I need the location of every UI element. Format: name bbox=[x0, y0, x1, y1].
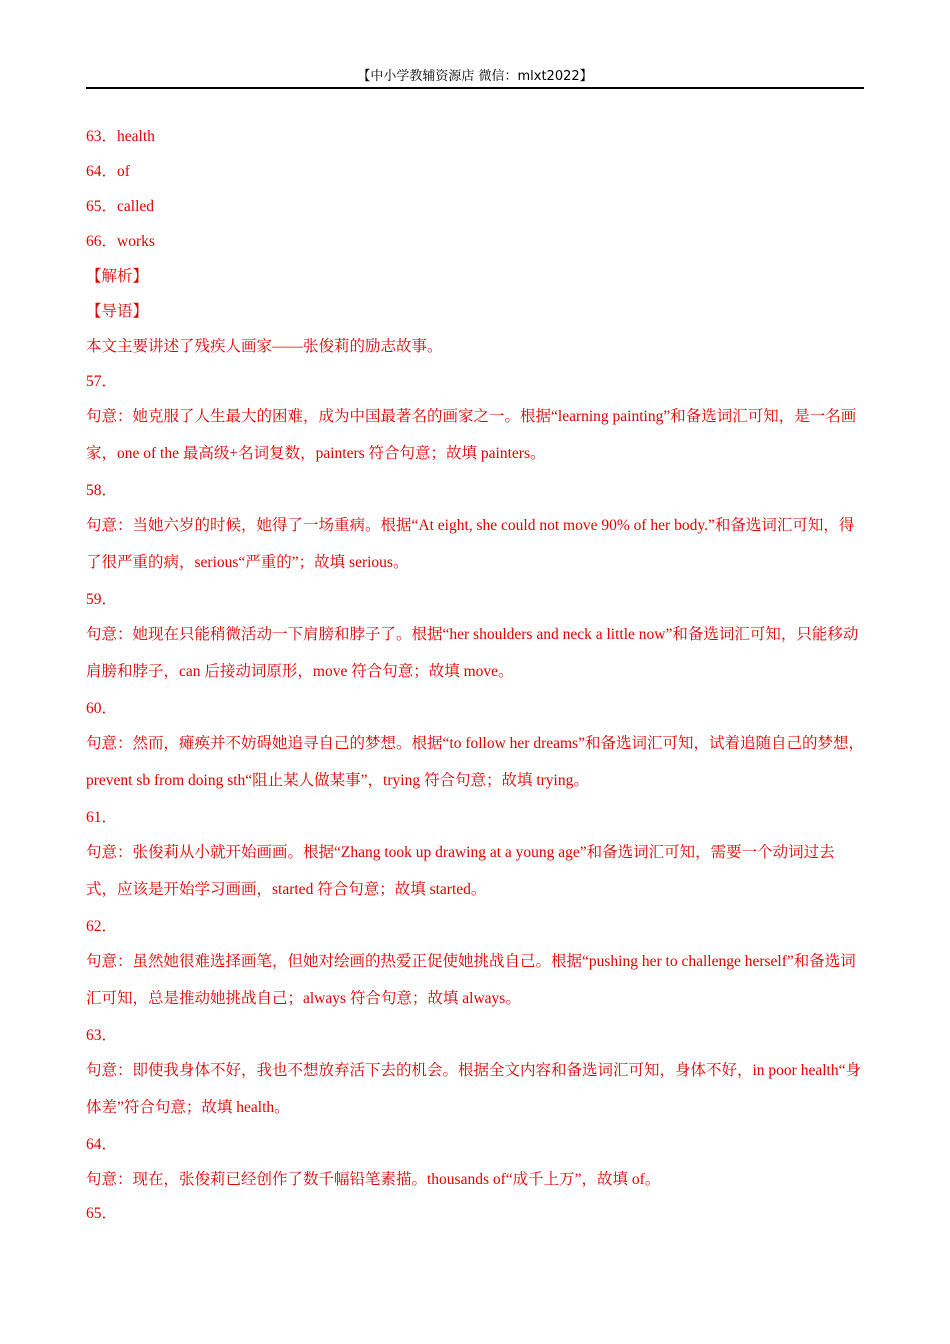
item-explanation: 句意：即使我身体不好，我也不想放弃活下去的机会。根据全文内容和备选词汇可知，身体不好，in poor health“身体差”符合句意；故填 health。 bbox=[86, 1062, 861, 1116]
item-explanation: 句意：张俊莉从小就开始画画。根据“Zhang took up drawing at a young age”和备选词汇可知，需要一个动词过去式，应该是开始学习画画，started 符合句意；故填 started。 bbox=[86, 844, 835, 898]
analysis-label: 【解析】 bbox=[86, 268, 149, 285]
item-number: 62． bbox=[86, 918, 118, 935]
item-explanation: 句意：然而，瘫痪并不妨碍她追寻自己的梦想。根据“to follow her dreams”和备选词汇可知，试着追随自己的梦想，prevent sb from doing sth“阻止某人做某事”，trying 符合句意；故填 trying。 bbox=[86, 735, 864, 789]
answer-line: 65．called bbox=[86, 198, 155, 215]
header-divider bbox=[86, 87, 864, 89]
item-number: 57． bbox=[86, 373, 118, 390]
item-number: 58． bbox=[86, 482, 118, 499]
item-number: 59． bbox=[86, 591, 118, 608]
item-explanation: 句意：虽然她很难选择画笔，但她对绘画的热爱正促使她挑战自己。根据“pushing her to challenge herself”和备选词汇可知，总是推动她挑战自己；always 符合句意；故填 always。 bbox=[86, 953, 856, 1007]
item-number: 65． bbox=[86, 1205, 118, 1222]
item-explanation: 句意：她克服了人生最大的困难，成为中国最著名的画家之一。根据“learning painting”和备选词汇可知，是一名画家，one of the 最高级+名词复数，painters 符合句意；故填 painters。 bbox=[86, 408, 857, 462]
item-explanation: 句意：当她六岁的时候，她得了一场重病。根据“At eight, she could not move 90% of her body.”和备选词汇可知，得了很严重的病，serious“严重的”；故填 serious。 bbox=[86, 517, 855, 571]
page-header: 【中小学教辅资源店 微信：mlxt2022】 bbox=[357, 69, 593, 84]
item-explanation: 句意：她现在只能稍微活动一下肩膀和脖子了。根据“her shoulders and neck a little now”和备选词汇可知，只能移动肩膀和脖子，can 后接动词原形，move 符合句意；故填 move。 bbox=[86, 626, 859, 680]
item-number: 61． bbox=[86, 809, 118, 826]
item-number: 60． bbox=[86, 700, 118, 717]
intro-label: 【导语】 bbox=[86, 303, 149, 320]
item-number: 64． bbox=[86, 1136, 118, 1153]
answer-line: 66．works bbox=[86, 233, 155, 250]
document-body bbox=[86, 124, 864, 1236]
intro-text: 本文主要讲述了残疾人画家——张俊莉的励志故事。 bbox=[86, 338, 443, 355]
item-number: 63． bbox=[86, 1027, 118, 1044]
answer-line: 64．of bbox=[86, 163, 130, 180]
item-explanation: 句意：现在，张俊莉已经创作了数千幅铅笔素描。thousands of“成千上万”，故填 of。 bbox=[86, 1171, 661, 1188]
answer-line: 63．health bbox=[86, 128, 155, 145]
